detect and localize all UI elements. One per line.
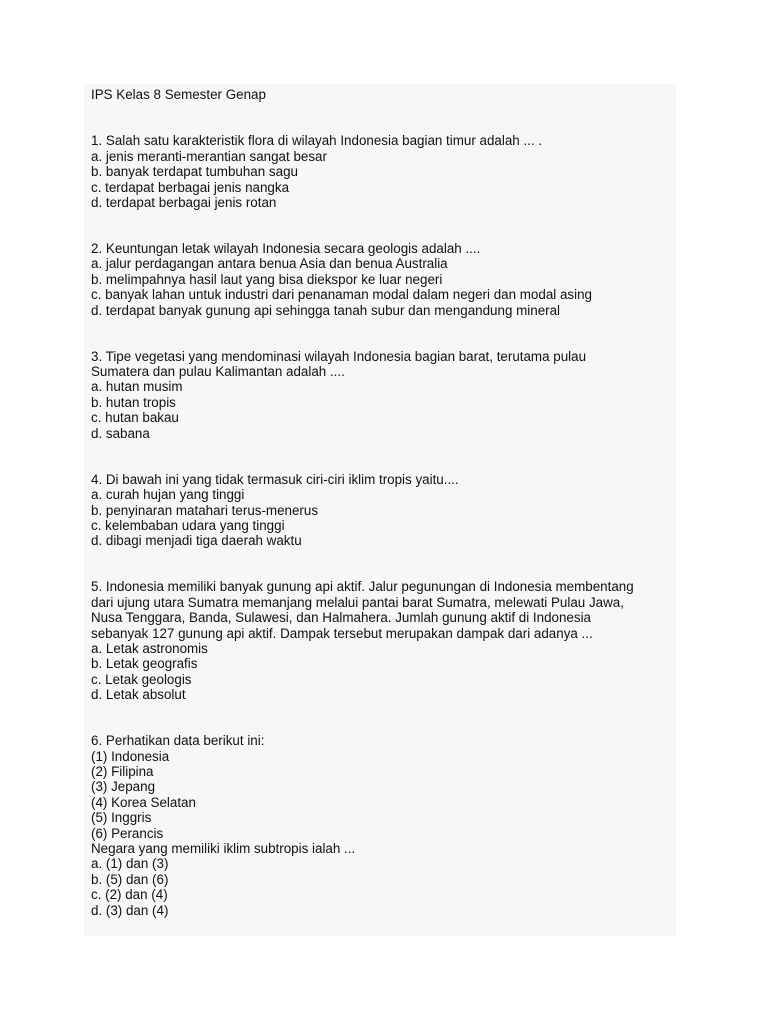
question-6-stem-line: 6. Perhatikan data berikut ini:	[91, 733, 265, 749]
question-2-option-a: a. jalur perdagangan antara benua Asia dan benua Australia	[91, 256, 448, 272]
question-5-stem-line: 5. Indonesia memiliki banyak gunung api aktif. Jalur pegunungan di Indonesia membentang	[91, 579, 634, 595]
question-1-option-a: a. jenis meranti-merantian sangat besar	[91, 148, 327, 164]
question-5-option-a: a. Letak astronomis	[91, 640, 208, 656]
question-3-option-c: c. hutan bakau	[91, 410, 179, 426]
question-6-list-item: (1) Indonesia	[91, 748, 170, 764]
question-5-option-d: d. Letak absolut	[91, 687, 186, 703]
question-3-option-d: d. sabana	[91, 425, 150, 441]
question-4-option-d: d. dibagi menjadi tiga daerah waktu	[91, 533, 302, 549]
question-3-option-a: a. hutan musim	[91, 379, 183, 395]
question-4-stem-line: 4. Di bawah ini yang tidak termasuk ciri-ciri iklim tropis yaitu....	[91, 471, 459, 487]
question-6-list-item: (4) Korea Selatan	[91, 794, 196, 810]
question-2	[91, 241, 681, 318]
question-4-option-b: b. penyinaran matahari terus-menerus	[91, 502, 319, 518]
question-6-option-d: d. (3) dan (4)	[91, 902, 169, 918]
question-5-option-b: b. Letak geografis	[91, 656, 198, 672]
question-2-stem-line: 2. Keuntungan letak wilayah Indonesia secara geologis adalah ....	[91, 241, 481, 257]
document-title: IPS Kelas 8 Semester Genap	[91, 87, 266, 102]
question-6-stem-line: Negara yang memiliki iklim subtropis ialah ...	[91, 841, 356, 856]
question-6-option-b: b. (5) dan (6)	[91, 871, 169, 887]
question-6	[91, 733, 681, 918]
question-3-stem-line: 3. Tipe vegetasi yang mendominasi wilayah Indonesia bagian barat, terutama pulau	[91, 348, 587, 364]
question-4-option-c: c. kelembaban udara yang tinggi	[91, 517, 285, 533]
question-1-option-c: c. terdapat berbagai jenis nangka	[91, 179, 290, 195]
question-5-option-c: c. Letak geologis	[91, 671, 192, 687]
question-3-stem-line: Sumatera dan pulau Kalimantan adalah ....	[91, 364, 345, 380]
question-2-option-d: d. terdapat banyak gunung api sehingga tanah subur dan mengandung mineral	[91, 302, 561, 318]
question-5-stem-line: Nusa Tenggara, Banda, Sulawesi, dan Halmahera. Jumlah gunung aktif di Indonesia	[91, 610, 591, 626]
question-4-option-a: a. curah hujan yang tinggi	[91, 487, 245, 503]
document-body	[91, 87, 681, 918]
question-6-option-c: c. (2) dan (4)	[91, 887, 168, 903]
question-1-option-d: d. terdapat berbagai jenis rotan	[91, 195, 277, 211]
question-3	[91, 349, 681, 441]
question-5	[91, 579, 681, 702]
question-6-option-a: a. (1) dan (3)	[91, 856, 169, 872]
question-5-stem-line: sebanyak 127 gunung api aktif. Dampak tersebut merupakan dampak dari adanya ...	[91, 625, 593, 641]
question-3-option-b: b. hutan tropis	[91, 394, 176, 410]
question-6-list-item: (6) Perancis	[91, 825, 164, 841]
question-1	[91, 133, 681, 210]
question-4	[91, 472, 681, 549]
question-5-stem-line: dari ujung utara Sumatra memanjang melalui pantai barat Sumatra, melewati Pulau Jawa,	[91, 594, 624, 610]
question-6-list-item: (3) Jepang	[91, 779, 156, 795]
question-1-option-b: b. banyak terdapat tumbuhan sagu	[91, 164, 298, 180]
question-6-list-item: (2) Filipina	[91, 763, 154, 779]
question-2-option-c: c. banyak lahan untuk industri dari penanaman modal dalam negeri dan modal asing	[91, 287, 592, 303]
question-2-option-b: b. melimpahnya hasil laut yang bisa diekspor ke luar negeri	[91, 271, 443, 287]
question-1-stem-line: 1. Salah satu karakteristik flora di wilayah Indonesia bagian timur adalah ... .	[91, 133, 543, 149]
question-6-list-item: (5) Inggris	[91, 810, 152, 826]
